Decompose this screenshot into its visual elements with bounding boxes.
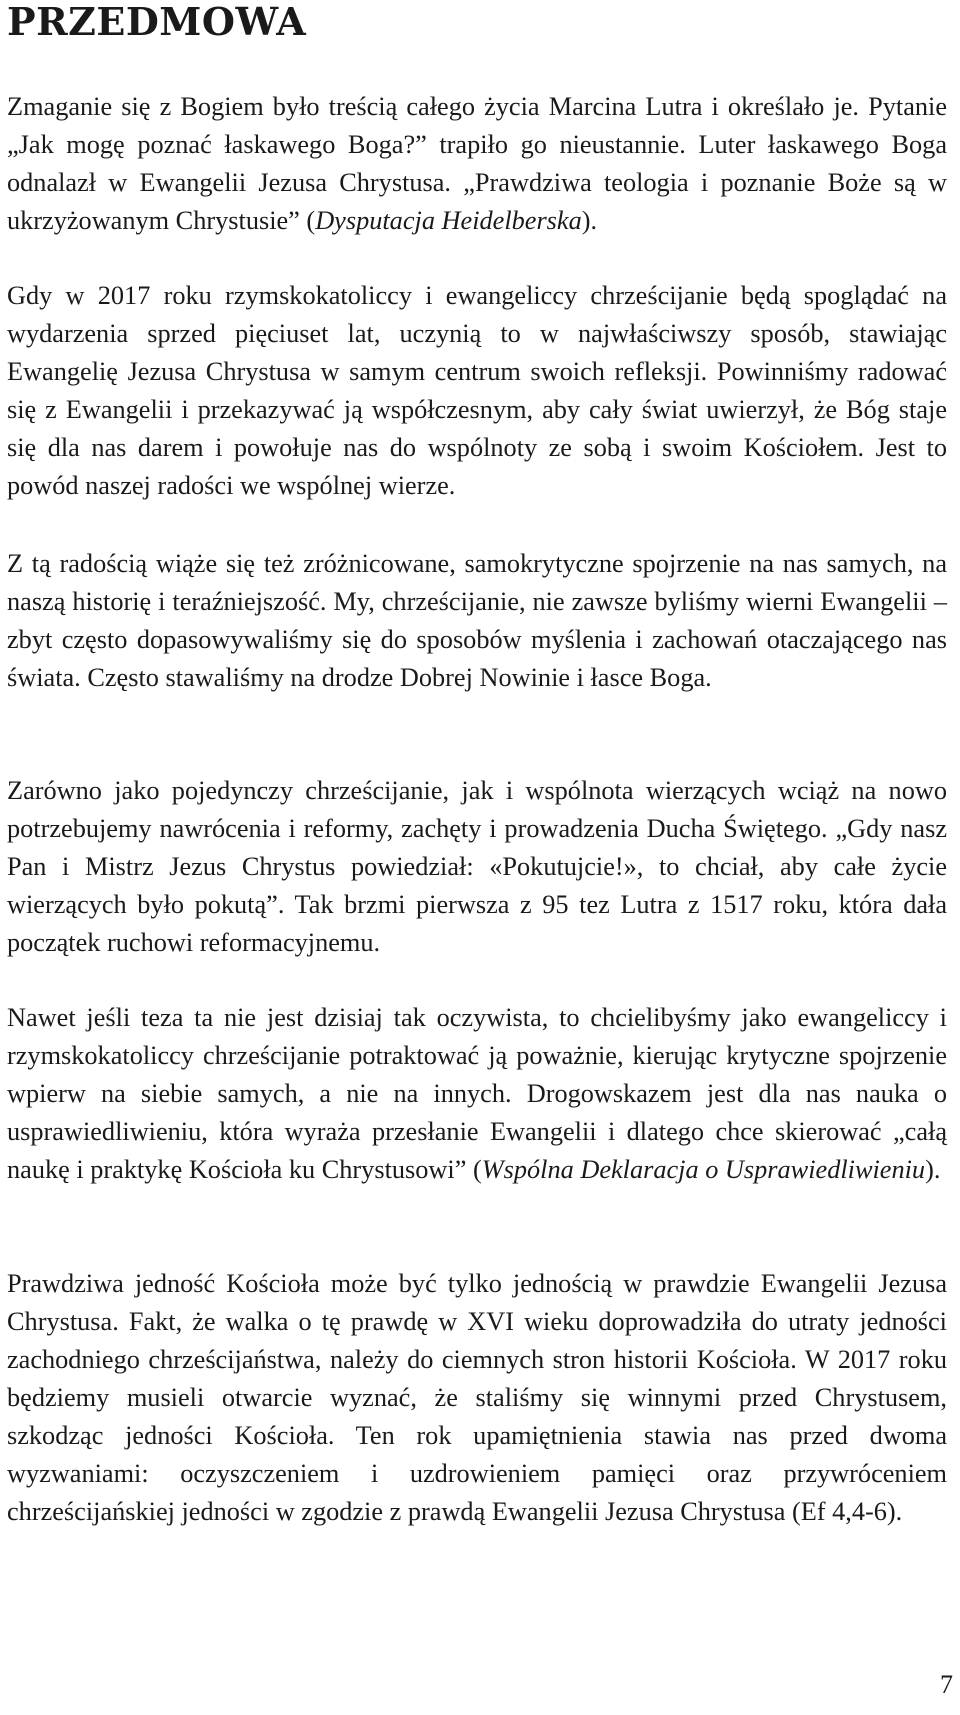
page-number: 7: [940, 1670, 953, 1699]
paragraph-3: [7, 545, 947, 697]
italic-title-run: Wspólna Deklaracja o Usprawiedliwieniu: [481, 1155, 926, 1184]
paragraph-1: [7, 88, 947, 240]
text-run: ).: [581, 206, 598, 235]
text-run: ).: [925, 1155, 941, 1184]
text-run: Prawdziwa jedność Kościoła może być tylko jednością w prawdzie Ewangelii Jezusa Chrystusa. Fakt, że walka o tę prawdę w XVI wieku doprowadziła do utraty jedności zachodniego chrześcijaństwa, należy do ciemnych stron historii Kościoła. W 2017 roku będziemy musieli otwarcie wyznać, że staliśmy się winnymi przed Chrystusem, szkodząc jedności Kościoła. Ten rok upamiętnienia stawia nas przed dwoma wyzwaniami: oczyszczeniem i uzdrowieniem pamięci oraz przywróceniem chrześcijańskiej jedności w zgodzie z prawdą Ewangelii Jezusa Chrystusa (Ef 4,4-6).: [7, 1269, 947, 1526]
text-run: Zarówno jako pojedynczy chrześcijanie, jak i wspólnota wierzących wciąż na nowo potrzebujemy nawrócenia i reformy, zachęty i prowadzenia Ducha Świętego. „Gdy nasz Pan i Mistrz Jezus Chrystus powiedział: «Pokutujcie!», to chciał, aby całe życie wierzących było pokutą”. Tak brzmi pierwsza z 95 tez Lutra z 1517 roku, która dała początek ruchowi reformacyjnemu.: [7, 776, 947, 957]
text-run: Z tą radością wiąże się też zróżnicowane, samokrytyczne spojrzenie na nas samych, na naszą historię i teraźniejszość. My, chrześcijanie, nie zawsze byliśmy wierni Ewangelii – zbyt często dopasowywaliśmy się do sposobów myślenia i zachowań otaczającego nas świata. Często stawaliśmy na drodze Dobrej Nowinie i łasce Boga.: [7, 549, 947, 692]
paragraph-4: [7, 772, 947, 962]
text-run: Zmaganie się z Bogiem było treścią całego życia Marcina Lutra i określało je. Pytanie „Jak mogę poznać łaskawego Boga?” trapiło go nieustannie. Luter łaskawego Boga odnalazł w Ewangelii Jezusa Chrystusa. „Prawdziwa teologia i poznanie Boże są w ukrzyżowanym Chrystusie” (: [7, 92, 947, 235]
paragraph-6: [7, 1265, 947, 1531]
paragraph-2: [7, 277, 947, 505]
text-run: Nawet jeśli teza ta nie jest dzisiaj tak oczywista, to chcielibyśmy jako ewangeliccy i rzymskokatoliccy chrześcijanie potraktować ją poważnie, kierując krytyczne spojrzenie wpierw na siebie samych, a nie na innych. Drogowskazem jest dla nas nauka o usprawiedliwieniu, która wyraża przesłanie Ewangelii i dlatego chce skierować „całą naukę i praktykę Kościoła ku Chrystusowi” (: [7, 1003, 947, 1184]
paragraph-5: [7, 999, 947, 1189]
italic-title-run: Dysputacja Heidelberska: [315, 206, 582, 235]
text-run: Gdy w 2017 roku rzymskokatoliccy i ewangeliccy chrześcijanie będą spoglądać na wydarzenia sprzed pięciuset lat, uczynią to w najwłaściwszy sposób, stawiając Ewangelię Jezusa Chrystusa w samym centrum swoich refleksji. Powinniśmy radować się z Ewangelii i przekazywać ją współczesnym, aby cały świat uwierzył, że Bóg staje się dla nas darem i powołuje nas do wspólnoty ze sobą i swoim Kościołem. Jest to powód naszej radości we wspólnej wierze.: [7, 281, 947, 500]
page-title: PRZEDMOWA: [7, 0, 307, 44]
